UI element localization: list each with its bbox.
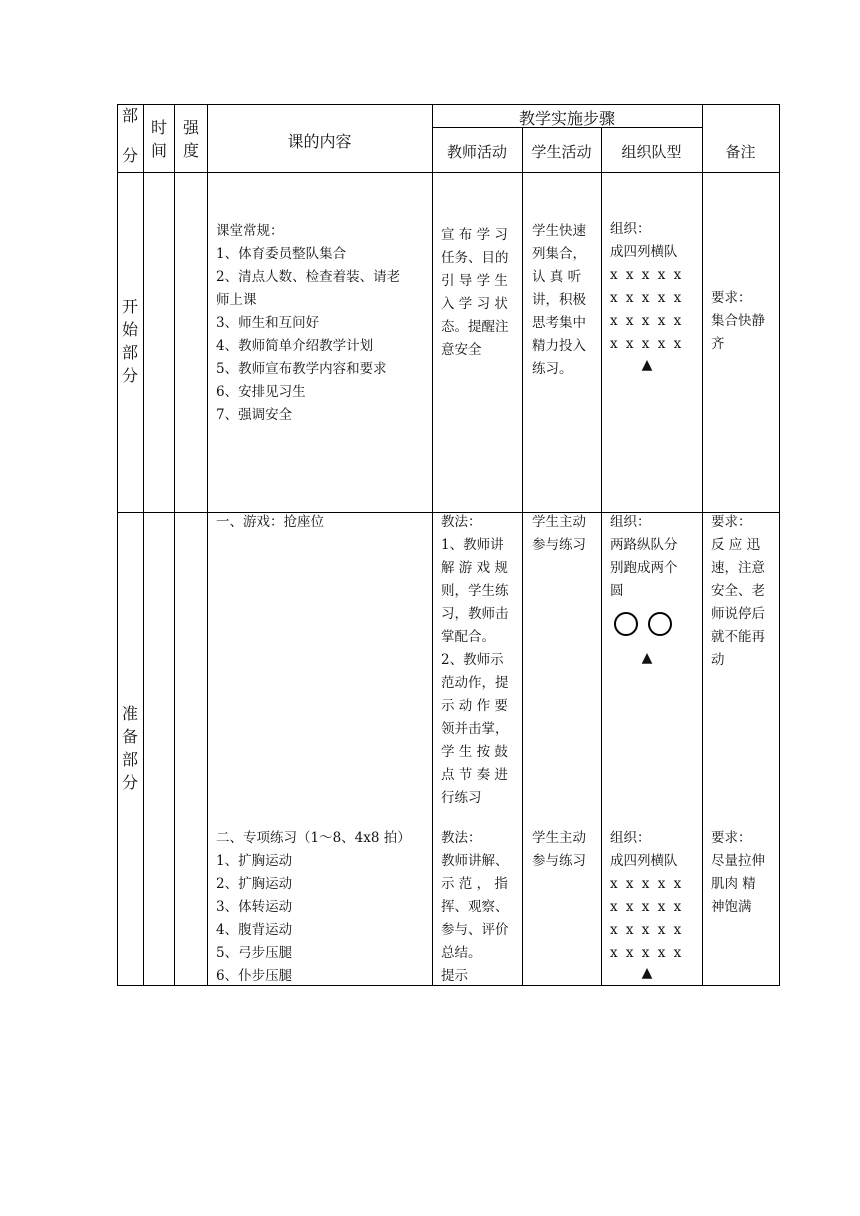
start-part-char: 分 [121, 366, 138, 385]
start-student-line: 学生快速 [532, 223, 586, 239]
header-notes: 备注 [725, 143, 756, 161]
prep-drill-teacher-line: 教师讲解、 [441, 853, 509, 869]
start-content-line: 2、清点人数、检查着装、请老 [216, 269, 401, 285]
start-teacher-line: 引 导 学 生 [441, 273, 508, 289]
prep-game-student-line: 参与练习 [532, 537, 586, 553]
start-student-line: 讲，积极 [532, 292, 586, 308]
prep-drill-content-line: 5、弓步压腿 [216, 945, 293, 961]
start-content-line: 3、师生和互问好 [216, 315, 320, 331]
start-teacher-line: 态。提醒注 [441, 319, 509, 335]
start-content-line: 课堂常规： [216, 223, 284, 239]
prep-drill-student [532, 827, 586, 873]
prep-game-formation-line: 组织： [610, 514, 651, 530]
header-intensity [179, 116, 203, 162]
start-notes-line: 齐 [711, 336, 725, 352]
formation-row: x x x x x [610, 267, 684, 283]
prep-drill-teacher [441, 827, 509, 988]
prep-game-notes-line: 动 [711, 652, 725, 668]
prep-game-teacher-line: 掌配合。 [441, 629, 495, 645]
formation-row: x x x x x [610, 876, 684, 892]
prep-drill-formation-type: 成四列横队 [610, 853, 678, 869]
prep-game-teacher [441, 511, 509, 810]
start-student-line: 精力投入 [532, 338, 586, 354]
prep-drill-content [216, 827, 411, 988]
start-content-line: 师上课 [216, 292, 257, 308]
start-formation-type: 成四列横队 [610, 244, 678, 260]
start-content-line: 4、教师简单介绍教学计划 [216, 338, 374, 354]
header-time [147, 116, 171, 162]
prep-game-content: 一、游戏：抢座位 [216, 514, 324, 530]
start-formation-label: 组织： [610, 221, 651, 237]
formation-row: x x x x x [610, 290, 684, 306]
prep-game-teacher-line: 示 动 作 要 [441, 698, 508, 714]
header-part-char: 分 [121, 146, 138, 165]
prep-drill-content-line: 1、扩胸运动 [216, 853, 293, 869]
formation-row: x x x x x [610, 313, 684, 329]
start-part-char: 始 [121, 320, 138, 339]
header-content: 课的内容 [287, 132, 352, 151]
prep-game-notes-line: 反 应 迅 [711, 537, 761, 553]
start-teacher-activity [441, 224, 509, 362]
prep-drill-content-line: 2、扩胸运动 [216, 876, 293, 892]
start-teacher-line: 入 学 习 状 [441, 296, 508, 312]
prep-game-teacher-line: 领并击掌， [441, 721, 509, 737]
header-teacher: 教师活动 [446, 143, 507, 161]
start-teacher-line: 宣 布 学 习 [441, 227, 508, 243]
header-time-char: 间 [150, 141, 167, 160]
prep-game-teacher-line: 解 游 戏 规 [441, 560, 508, 576]
prep-drill-notes [711, 827, 765, 919]
prep-game-teacher-line: 范动作，提 [441, 675, 509, 691]
prep-drill-teacher-line: 提示 [441, 968, 468, 984]
header-intensity-char: 度 [182, 141, 199, 160]
header-intensity-char: 强 [182, 118, 199, 137]
start-notes-line: 要求： [711, 290, 752, 306]
teacher-position-icon: ▲ [641, 965, 653, 981]
prep-game-formation-line: 圆 [610, 583, 624, 599]
start-teacher-line: 任务、目的 [441, 250, 509, 266]
prep-game-teacher-line: 2、教师示 [441, 652, 504, 668]
start-notes-line: 集合快静 [711, 313, 765, 329]
prep-game-teacher-line: 习，教师击 [441, 606, 509, 622]
header-time-char: 时 [150, 118, 167, 137]
prep-part-char: 准 [121, 704, 138, 723]
start-student-line: 认 真 听 [532, 269, 582, 285]
formation-row: x x x x x [610, 336, 684, 352]
prep-part-label [118, 702, 142, 794]
formation-row: x x x x x [610, 922, 684, 938]
start-content-line: 5、教师宣布教学内容和要求 [216, 361, 387, 377]
prep-game-notes-line: 安全、老 [711, 583, 765, 599]
prep-game-notes-line: 要求： [711, 514, 752, 530]
start-student-line: 列集合， [532, 246, 586, 262]
start-part-char: 开 [121, 297, 138, 316]
start-part-char: 部 [121, 343, 138, 362]
prep-game-notes-line: 师说停后 [711, 606, 765, 622]
prep-drill-content-line: 6、仆步压腿 [216, 968, 293, 984]
prep-part-char: 部 [121, 750, 138, 769]
prep-game-student [532, 511, 586, 557]
prep-game-teacher-line: 行练习 [441, 790, 482, 806]
header-steps: 教学实施步骤 [518, 109, 615, 128]
prep-drill-teacher-line: 参与、评价 [441, 922, 509, 938]
start-part-label [118, 295, 142, 387]
prep-part-char: 备 [121, 727, 138, 746]
prep-game-teacher-line: 教法： [441, 514, 482, 530]
prep-game-teacher-line: 则，学生练 [441, 583, 509, 599]
prep-game-teacher-line: 学 生 按 鼓 [441, 744, 508, 760]
prep-game-student-line: 学生主动 [532, 514, 586, 530]
prep-drill-notes-line: 神饱满 [711, 899, 752, 915]
prep-drill-student-line: 参与练习 [532, 853, 586, 869]
prep-drill-notes-line: 尽量拉伸 [711, 853, 765, 869]
prep-game-teacher-line: 1、教师讲 [441, 537, 504, 553]
circle-right-icon [648, 612, 672, 636]
header-part-char: 部 [121, 106, 138, 125]
header-formation: 组织队型 [621, 143, 682, 161]
prep-drill-content-line: 3、体转运动 [216, 899, 293, 915]
prep-game-notes-line: 就不能再 [711, 629, 765, 645]
prep-drill-teacher-line: 挥、观察、 [441, 899, 509, 915]
start-student-activity [532, 220, 586, 381]
prep-drill-teacher-line: 示 范 ， 指 [441, 876, 508, 892]
prep-game-teacher-line: 点 节 奏 进 [441, 767, 508, 783]
prep-game-formation-line: 两路纵队分 [610, 537, 678, 553]
prep-game-notes-line: 速，注意 [711, 560, 765, 576]
prep-drill-formation [610, 827, 683, 965]
prep-game-formation [610, 511, 678, 603]
start-content-line: 6、安排见习生 [216, 384, 306, 400]
prep-game-notes [711, 511, 765, 672]
prep-game-formation-line: 别跑成两个 [610, 560, 678, 576]
prep-drill-formation-label: 组织： [610, 830, 651, 846]
circle-left-icon [614, 612, 638, 636]
teacher-position-icon: ▲ [641, 650, 653, 666]
header-part [118, 104, 142, 167]
prep-drill-student-line: 学生主动 [532, 830, 586, 846]
prep-drill-teacher-line: 总结。 [441, 945, 482, 961]
formation-row: x x x x x [610, 945, 684, 961]
prep-part-char: 分 [121, 773, 138, 792]
header-student: 学生活动 [531, 143, 592, 161]
start-student-line: 思考集中 [532, 315, 586, 331]
start-formation [610, 218, 683, 356]
start-content-line: 1、体育委员整队集合 [216, 246, 347, 262]
start-notes [711, 287, 765, 356]
prep-drill-notes-line: 肌肉 精 [711, 876, 756, 892]
teacher-position-icon: ▲ [641, 357, 653, 373]
formation-row: x x x x x [610, 899, 684, 915]
start-student-line: 练习。 [532, 361, 573, 377]
start-content [216, 220, 400, 427]
prep-drill-teacher-line: 教法： [441, 830, 482, 846]
start-teacher-line: 意安全 [441, 342, 482, 358]
prep-drill-content-line: 4、腹背运动 [216, 922, 293, 938]
prep-drill-notes-line: 要求： [711, 830, 752, 846]
start-content-line: 7、强调安全 [216, 407, 293, 423]
prep-drill-content-line: 二、专项练习（1～8、4x8 拍） [216, 830, 411, 846]
